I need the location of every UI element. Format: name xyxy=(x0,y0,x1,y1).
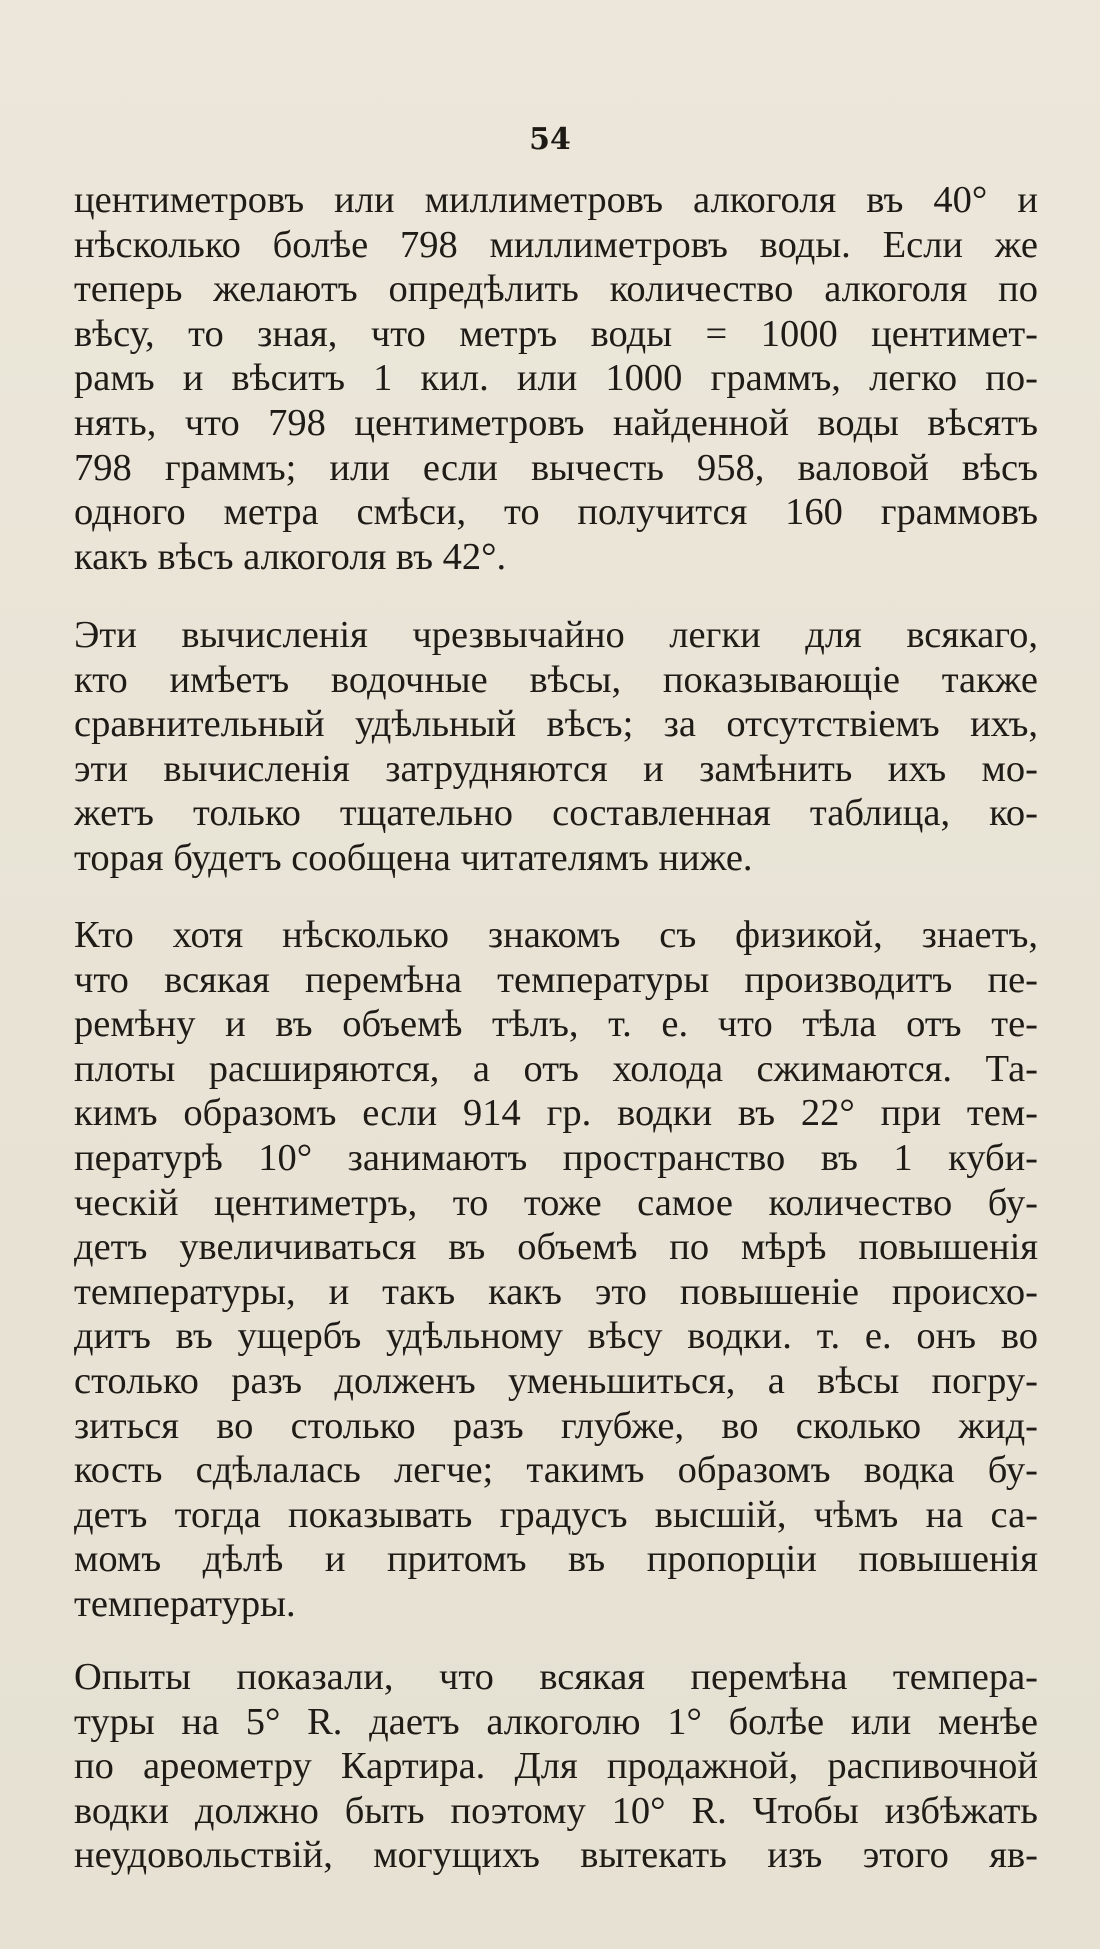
text-line: детъ тогда показывать градусъ высшій, чѣмъ на са- xyxy=(74,1493,1038,1536)
text-line: вѣсу, то зная, что метръ воды = 1000 центимет- xyxy=(74,312,1038,355)
text-line: торая будетъ сообщена читателямъ ниже. xyxy=(74,836,753,879)
text-line: сравнительный удѣльный вѣсъ; за отсутствіемъ ихъ, xyxy=(74,703,1038,746)
paragraph-2 xyxy=(74,613,1038,881)
text-line: 798 граммъ; или если вычесть 958, валовой вѣсъ xyxy=(74,446,1038,489)
text-line: ческій центиметръ, то тоже самое количество бу- xyxy=(74,1181,1038,1224)
text-line: детъ увеличиваться въ объемѣ по мѣрѣ повышенія xyxy=(74,1226,1038,1269)
text-line: кто имѣетъ водочные вѣсы, показывающіе также xyxy=(74,658,1038,701)
text-line: температуры, и такъ какъ это повышеніе происхо- xyxy=(74,1270,1038,1313)
text-line: неудовольствій, могущихъ вытекать изъ этого яв- xyxy=(74,1834,1038,1877)
text-line: рамъ и вѣситъ 1 кил. или 1000 граммъ, легко по- xyxy=(74,357,1038,400)
text-line: что всякая перемѣна температуры производитъ пе- xyxy=(74,958,1038,1001)
text-line: кость сдѣлалась легче; такимъ образомъ водка бу- xyxy=(74,1449,1038,1492)
text-line: зиться во столько разъ глубже, во сколько жид- xyxy=(74,1404,1038,1447)
text-line: плоты расширяются, а отъ холода сжимаются. Та- xyxy=(74,1047,1038,1090)
paragraph-1 xyxy=(74,178,1038,579)
text-line: температуры. xyxy=(74,1582,296,1625)
text-line: столько разъ долженъ уменьшиться, а вѣсы погру- xyxy=(74,1359,1038,1402)
text-line: кимъ образомъ если 914 гр. водки въ 22° при тем- xyxy=(74,1092,1038,1135)
text-line: дитъ въ ущербъ удѣльному вѣсу водки. т. е. онъ во xyxy=(74,1315,1038,1358)
text-line: какъ вѣсъ алкоголя въ 42°. xyxy=(74,535,507,578)
text-line: момъ дѣлѣ и притомъ въ пропорціи повышенія xyxy=(74,1538,1038,1581)
text-line: одного метра смѣси, то получится 160 граммовъ xyxy=(74,491,1038,534)
text-line: нѣсколько болѣе 798 миллиметровъ воды. Если же xyxy=(74,223,1038,266)
text-line: Кто хотя нѣсколько знакомъ съ физикой, знаетъ, xyxy=(74,914,1038,956)
paragraph-4 xyxy=(74,1655,1038,1878)
text-line: Эти вычисленія чрезвычайно легки для всякаго, xyxy=(74,614,1038,656)
text-line: теперь желаютъ опредѣлить количество алкоголя по xyxy=(74,268,1038,311)
text-line: по ареометру Картира. Для продажной, распивочной xyxy=(74,1745,1038,1788)
text-line: пературѣ 10° занимаютъ пространство въ 1 куби- xyxy=(74,1136,1038,1179)
text-line: водки должно быть поэтому 10° R. Чтобы избѣжать xyxy=(74,1789,1038,1832)
text-line: Опыты показали, что всякая перемѣна темпера- xyxy=(74,1656,1038,1698)
paragraph-3 xyxy=(74,913,1038,1627)
text-line: туры на 5° R. даетъ алкоголю 1° болѣе или менѣе xyxy=(74,1700,1038,1743)
text-line: нять, что 798 центиметровъ найденной воды вѣсятъ xyxy=(74,401,1038,444)
text-line: эти вычисленія затрудняются и замѣнить ихъ мо- xyxy=(74,747,1038,790)
text-line: ремѣну и въ объемѣ тѣлъ, т. е. что тѣла отъ те- xyxy=(74,1003,1038,1046)
text-line: центиметровъ или миллиметровъ алкоголя въ 40° и xyxy=(74,179,1038,221)
page-number: 54 xyxy=(529,122,571,157)
text-line: жетъ только тщательно составленная таблица, ко- xyxy=(74,792,1038,835)
